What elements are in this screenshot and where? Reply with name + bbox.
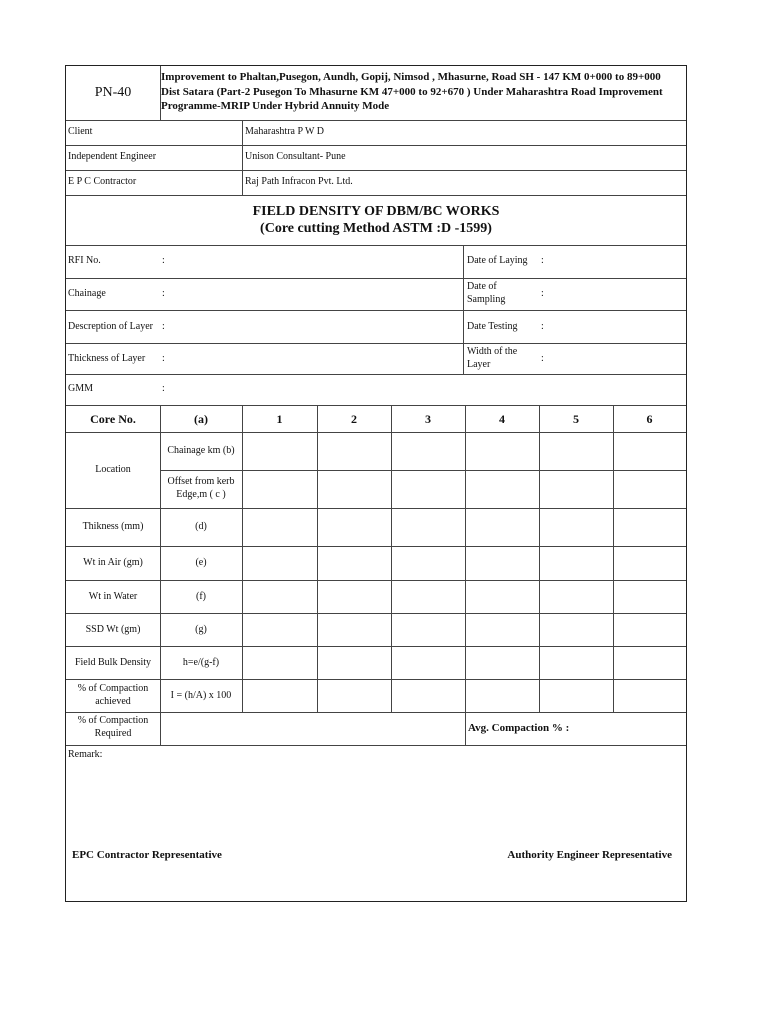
rule bbox=[463, 245, 464, 375]
rfi-label: RFI No. bbox=[68, 255, 101, 266]
core-no-header: Core No. bbox=[90, 411, 136, 426]
layer-description-colon: : bbox=[162, 321, 165, 332]
thickness-colon: : bbox=[162, 353, 165, 364]
rule bbox=[242, 120, 243, 195]
project-title: Improvement to Phaltan,Pusegon, Aundh, Gopij, Nimsod , Mhasurne, Road SH - 147 KM 0+000 to 89+000 Dist Satara (Part-2 Pusegon To Mhasurne KM 47+000 to 92+670 ) Under Maharashtra Road Improvement Programme-MRIP Under Hybrid Annuity Mode bbox=[161, 71, 663, 112]
date-laying-label: Date of Laying bbox=[467, 255, 528, 266]
width-label-2: Layer bbox=[467, 359, 491, 370]
form-title-line2: (Core cutting Method ASTM :D -1599) bbox=[260, 221, 492, 236]
engineer-label: Independent Engineer bbox=[68, 151, 157, 162]
ref-header: (a) bbox=[194, 411, 208, 426]
rule bbox=[66, 170, 686, 171]
chainage-label: Chainage bbox=[68, 288, 106, 299]
rule bbox=[66, 245, 686, 246]
client-label: Client bbox=[68, 126, 93, 137]
rule bbox=[66, 310, 686, 311]
form-number: PN-40 bbox=[94, 84, 132, 100]
rule bbox=[391, 405, 392, 712]
ssd-wt-row-ref: (g) bbox=[195, 623, 207, 635]
core-header-6: 6 bbox=[646, 411, 653, 426]
client-value: Maharashtra P W D bbox=[245, 126, 324, 137]
wt-water-row-ref: (f) bbox=[196, 590, 206, 602]
rule bbox=[465, 405, 466, 745]
rule bbox=[613, 405, 614, 712]
rule bbox=[66, 278, 686, 279]
form-sheet bbox=[65, 65, 687, 902]
rule bbox=[66, 374, 686, 375]
engineer-value: Unison Consultant- Pune bbox=[245, 151, 346, 162]
compaction-required-label-2: Required bbox=[94, 728, 132, 739]
rfi-colon: : bbox=[162, 255, 165, 266]
core-header-1: 1 bbox=[276, 411, 283, 426]
bulk-density-row-label: Field Bulk Density bbox=[74, 656, 152, 668]
gmm-colon: : bbox=[162, 383, 165, 394]
ssd-wt-row-label: SSD Wt (gm) bbox=[85, 623, 141, 635]
width-colon: : bbox=[541, 353, 544, 364]
rule bbox=[66, 679, 686, 680]
avg-compaction-label: Avg. Compaction % : bbox=[468, 722, 570, 734]
authority-signature-label: Authority Engineer Representative bbox=[507, 849, 672, 861]
epc-signature-label: EPC Contractor Representative bbox=[72, 849, 222, 861]
width-label: Width of the bbox=[467, 346, 518, 357]
layer-description-label: Descreption of Layer bbox=[68, 321, 153, 332]
thickness-label: Thickness of Layer bbox=[68, 353, 146, 364]
compaction-required-label: % of Compaction bbox=[77, 715, 149, 726]
date-laying-colon: : bbox=[541, 255, 544, 266]
rule bbox=[317, 405, 318, 712]
wt-water-row-label: Wt in Water bbox=[88, 590, 138, 602]
location-label: Location bbox=[95, 464, 131, 475]
gmm-label: GMM bbox=[68, 383, 94, 394]
contractor-label: E P C Contractor bbox=[68, 176, 137, 187]
offset-label: Offset from kerb bbox=[167, 476, 235, 487]
rule bbox=[539, 405, 540, 712]
rule bbox=[160, 470, 686, 471]
core-header-4: 4 bbox=[499, 411, 505, 426]
thickness-row-ref: (d) bbox=[195, 521, 207, 532]
thickness-row-label: Thikness (mm) bbox=[82, 521, 144, 532]
contractor-value: Raj Path Infracon Pvt. Ltd. bbox=[245, 176, 353, 187]
core-header-2: 2 bbox=[351, 411, 357, 426]
bulk-density-row-ref: h=e/(g-f) bbox=[182, 656, 220, 668]
wt-air-row-ref: (e) bbox=[195, 557, 207, 568]
wt-air-row-label: Wt in Air (gm) bbox=[83, 557, 143, 568]
rule bbox=[66, 120, 686, 121]
date-sampling-label: Date of bbox=[467, 281, 497, 292]
compaction-achieved-label: % of Compaction bbox=[77, 683, 149, 694]
rule bbox=[66, 195, 686, 196]
core-header-5: 5 bbox=[573, 411, 579, 426]
rule bbox=[242, 405, 243, 712]
chainage-colon: : bbox=[162, 288, 165, 299]
remark-label: Remark: bbox=[68, 749, 103, 760]
offset-label-2: Edge,m ( c ) bbox=[176, 489, 226, 500]
date-testing-colon: : bbox=[541, 321, 544, 332]
compaction-formula: I = (h/A) x 100 bbox=[170, 689, 232, 701]
core-header-3: 3 bbox=[425, 411, 431, 426]
date-testing-label: Date Testing bbox=[467, 321, 518, 332]
rule bbox=[66, 745, 686, 746]
chainage-km-label: Chainage km (b) bbox=[167, 445, 235, 456]
date-sampling-colon: : bbox=[541, 288, 544, 299]
rule bbox=[66, 343, 686, 344]
form-title-line1: FIELD DENSITY OF DBM/BC WORKS bbox=[252, 204, 500, 219]
rule bbox=[66, 712, 686, 713]
compaction-achieved-label-2: achieved bbox=[95, 696, 131, 707]
rule bbox=[66, 145, 686, 146]
date-sampling-label-2: Sampling bbox=[467, 294, 506, 305]
